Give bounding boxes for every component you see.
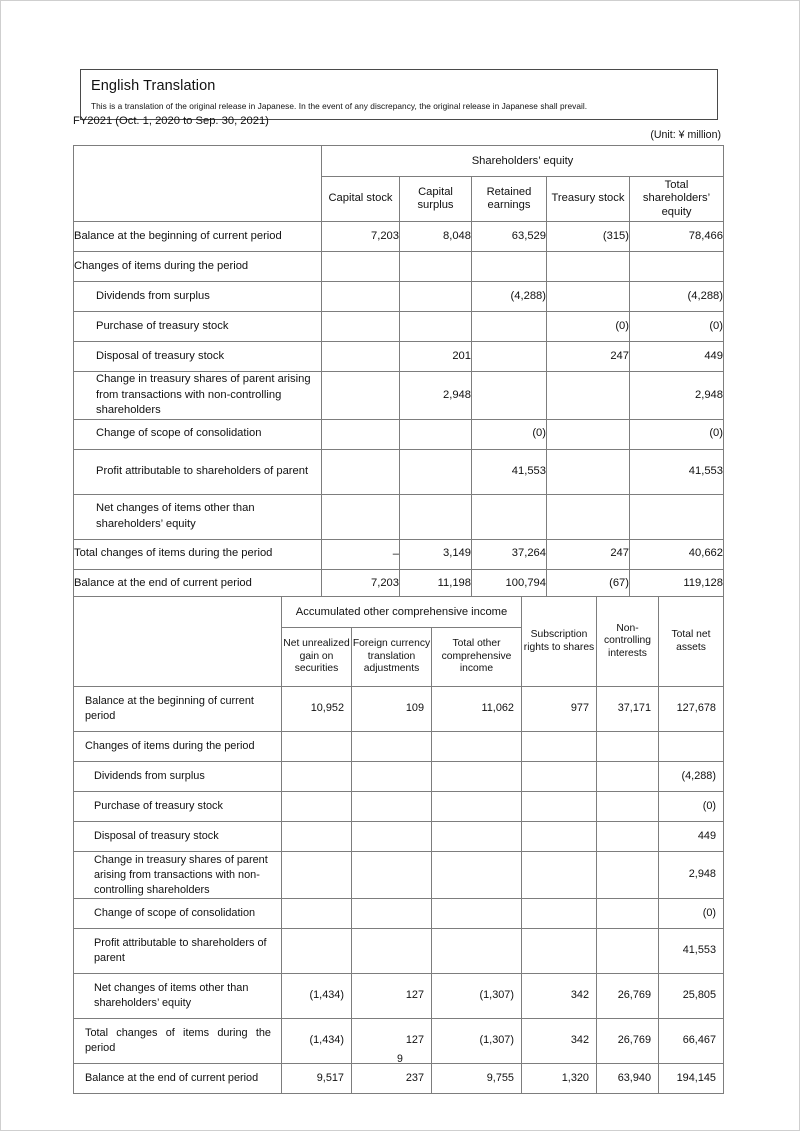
row-value: [322, 419, 400, 449]
row-label: Dividends from surplus: [74, 282, 322, 312]
table2-col-foreign-currency-translation: Foreign currency translation adjustments: [352, 628, 432, 687]
table-row: [74, 494, 724, 539]
row-value: (0): [472, 419, 547, 449]
table-row: [74, 899, 724, 929]
row-value: [282, 899, 352, 929]
table-row: [74, 342, 724, 372]
row-value: (1,307): [432, 974, 522, 1019]
row-value: [322, 282, 400, 312]
table-row: [74, 687, 724, 732]
row-value: 201: [400, 342, 472, 372]
table-row: [74, 762, 724, 792]
row-value: [400, 252, 472, 282]
row-value: 63,940: [597, 1064, 659, 1094]
table1-col-treasury-stock: Treasury stock: [547, 177, 630, 222]
row-value: 8,048: [400, 222, 472, 252]
table1-group-header-row: [74, 146, 724, 177]
row-value: [597, 929, 659, 974]
row-value: 449: [630, 342, 724, 372]
row-value: 66,467: [659, 1019, 724, 1064]
row-label: Balance at the beginning of current period: [74, 687, 282, 732]
row-value: [522, 792, 597, 822]
row-value: [352, 762, 432, 792]
row-label: Disposal of treasury stock: [74, 342, 322, 372]
table2-col-total-other-comprehensive-income: Total other comprehensive income: [432, 628, 522, 687]
unit-label: (Unit: ¥ million): [650, 129, 721, 141]
row-value: [322, 494, 400, 539]
row-value: 9,517: [282, 1064, 352, 1094]
row-value: [547, 419, 630, 449]
row-value: [352, 792, 432, 822]
row-value: (4,288): [630, 282, 724, 312]
fiscal-period-label: FY2021 (Oct. 1, 2020 to Sep. 30, 2021): [73, 115, 269, 127]
row-value: [282, 762, 352, 792]
row-value: 977: [522, 687, 597, 732]
row-value: 342: [522, 974, 597, 1019]
row-value: [282, 822, 352, 852]
table-row: [74, 569, 724, 599]
row-value: [432, 929, 522, 974]
row-label: Profit attributable to shareholders of parent: [74, 449, 322, 494]
table2-corner-cell: [74, 597, 282, 687]
row-value: [432, 852, 522, 899]
row-label: Total changes of items during the period: [74, 539, 322, 569]
row-value: 41,553: [630, 449, 724, 494]
row-value: [547, 252, 630, 282]
row-label: Net changes of items other than shareholders’ equity: [74, 494, 322, 539]
row-value: (67): [547, 569, 630, 599]
row-value: (4,288): [659, 762, 724, 792]
row-value: 1,320: [522, 1064, 597, 1094]
row-value: 3,149: [400, 539, 472, 569]
row-value: [472, 372, 547, 420]
page-number: 9: [397, 1053, 403, 1065]
row-value: [282, 732, 352, 762]
row-value: [282, 852, 352, 899]
row-value: 10,952: [282, 687, 352, 732]
table1-col-capital-stock: Capital stock: [322, 177, 400, 222]
row-value: [400, 449, 472, 494]
row-label: Balance at the beginning of current period: [74, 222, 322, 252]
table-row: [74, 372, 724, 420]
table2-col-net-unrealized-gain: Net unrealized gain on securities: [282, 628, 352, 687]
row-label: Purchase of treasury stock: [74, 792, 282, 822]
row-value: [400, 312, 472, 342]
row-value: 9,755: [432, 1064, 522, 1094]
row-value: 100,794: [472, 569, 547, 599]
table2-col-non-controlling-interests: Non-controlling interests: [597, 597, 659, 687]
row-value: [322, 252, 400, 282]
row-value: [352, 929, 432, 974]
row-value: [432, 732, 522, 762]
table-row: [74, 732, 724, 762]
table2-group-header: Accumulated other comprehensive income: [282, 597, 522, 628]
row-label: Changes of items during the period: [74, 732, 282, 762]
row-value: [432, 792, 522, 822]
row-value: 40,662: [630, 539, 724, 569]
row-value: [659, 732, 724, 762]
row-value: (1,307): [432, 1019, 522, 1064]
row-value: [352, 822, 432, 852]
row-label: Change of scope of consolidation: [74, 899, 282, 929]
table2-col-total-net-assets: Total net assets: [659, 597, 724, 687]
row-value: [352, 899, 432, 929]
row-value: 63,529: [472, 222, 547, 252]
row-value: [352, 732, 432, 762]
row-value: 449: [659, 822, 724, 852]
row-value: 194,145: [659, 1064, 724, 1094]
row-value: 41,553: [472, 449, 547, 494]
table2-col-subscription-rights: Subscription rights to shares: [522, 597, 597, 687]
row-value: [522, 762, 597, 792]
row-value: [630, 494, 724, 539]
row-value: 26,769: [597, 1019, 659, 1064]
row-label: Net changes of items other than shareholders’ equity: [74, 974, 282, 1019]
row-value: [547, 372, 630, 420]
row-value: [322, 372, 400, 420]
row-label: Balance at the end of current period: [74, 1064, 282, 1094]
row-value: (0): [659, 899, 724, 929]
row-value: [400, 282, 472, 312]
row-value: 78,466: [630, 222, 724, 252]
row-value: 2,948: [400, 372, 472, 420]
notice-title: English Translation: [91, 78, 216, 94]
row-value: (0): [630, 419, 724, 449]
row-value: 25,805: [659, 974, 724, 1019]
row-value: [630, 252, 724, 282]
table-row: [74, 539, 724, 569]
row-value: [597, 732, 659, 762]
row-value: [282, 929, 352, 974]
row-value: [472, 312, 547, 342]
row-value: 41,553: [659, 929, 724, 974]
row-value: (315): [547, 222, 630, 252]
row-value: [432, 899, 522, 929]
row-value: [400, 419, 472, 449]
row-value: [522, 732, 597, 762]
row-value: 37,264: [472, 539, 547, 569]
row-label: Balance at the end of current period: [74, 569, 322, 599]
table-row: [74, 282, 724, 312]
row-value: –: [322, 539, 400, 569]
row-value: 127: [352, 1019, 432, 1064]
row-value: 247: [547, 539, 630, 569]
table-row: [74, 222, 724, 252]
row-value: [597, 792, 659, 822]
row-value: 11,198: [400, 569, 472, 599]
row-value: (0): [659, 792, 724, 822]
table1-corner-cell: [74, 146, 322, 222]
table-row: [74, 822, 724, 852]
row-value: 7,203: [322, 569, 400, 599]
row-label: Purchase of treasury stock: [74, 312, 322, 342]
row-value: [597, 822, 659, 852]
table-row: [74, 929, 724, 974]
row-label: Change of scope of consolidation: [74, 419, 322, 449]
table1-col-capital-surplus: Capital surplus: [400, 177, 472, 222]
row-value: 26,769: [597, 974, 659, 1019]
row-value: (4,288): [472, 282, 547, 312]
row-value: [432, 762, 522, 792]
row-value: (1,434): [282, 974, 352, 1019]
row-label: Dividends from surplus: [74, 762, 282, 792]
row-value: [472, 252, 547, 282]
table1-col-retained-earnings: Retained earnings: [472, 177, 547, 222]
row-label: Profit attributable to shareholders of parent: [74, 929, 282, 974]
table-row: [74, 252, 724, 282]
row-label: Total changes of items during the period: [74, 1019, 282, 1064]
row-value: 2,948: [630, 372, 724, 420]
table-row: [74, 852, 724, 899]
row-value: [547, 494, 630, 539]
table-row: [74, 312, 724, 342]
row-value: 247: [547, 342, 630, 372]
row-value: [282, 792, 352, 822]
row-value: 127,678: [659, 687, 724, 732]
table-row: [74, 1064, 724, 1094]
row-value: 37,171: [597, 687, 659, 732]
row-value: [400, 494, 472, 539]
row-value: [597, 762, 659, 792]
table2-group-header-row: [74, 597, 724, 628]
row-value: (0): [630, 312, 724, 342]
table-row: [74, 974, 724, 1019]
row-value: [322, 312, 400, 342]
row-value: [522, 822, 597, 852]
row-value: [472, 494, 547, 539]
row-value: [547, 449, 630, 494]
row-label: Change in treasury shares of parent arising from transactions with non-controlling shareholders: [74, 852, 282, 899]
row-value: (0): [547, 312, 630, 342]
row-value: [547, 282, 630, 312]
table-row: [74, 419, 724, 449]
row-value: [597, 852, 659, 899]
row-value: [597, 899, 659, 929]
accumulated-oci-table: [73, 596, 724, 1094]
row-value: 11,062: [432, 687, 522, 732]
row-value: (1,434): [282, 1019, 352, 1064]
notice-subtitle: This is a translation of the original release in Japanese. In the event of any discrepancy, the original release in Japanese shall prevail.: [91, 101, 588, 111]
shareholders-equity-table: [73, 145, 724, 600]
row-value: [522, 852, 597, 899]
row-label: Disposal of treasury stock: [74, 822, 282, 852]
row-value: [432, 822, 522, 852]
table-row: [74, 449, 724, 494]
row-value: 109: [352, 687, 432, 732]
row-value: [522, 899, 597, 929]
row-value: [472, 342, 547, 372]
row-value: 127: [352, 974, 432, 1019]
english-translation-notice: [80, 69, 718, 120]
row-value: [352, 852, 432, 899]
row-value: 342: [522, 1019, 597, 1064]
row-value: [322, 342, 400, 372]
row-value: 7,203: [322, 222, 400, 252]
row-label: Changes of items during the period: [74, 252, 322, 282]
table1-group-header: Shareholders’ equity: [322, 146, 724, 177]
row-value: 119,128: [630, 569, 724, 599]
row-value: 237: [352, 1064, 432, 1094]
table-row: [74, 792, 724, 822]
table1-col-total-shareholders-equity: Total shareholders’ equity: [630, 177, 724, 222]
row-value: [522, 929, 597, 974]
row-label: Change in treasury shares of parent arising from transactions with non-controlling shareholders: [74, 372, 322, 420]
row-value: [322, 449, 400, 494]
row-value: 2,948: [659, 852, 724, 899]
